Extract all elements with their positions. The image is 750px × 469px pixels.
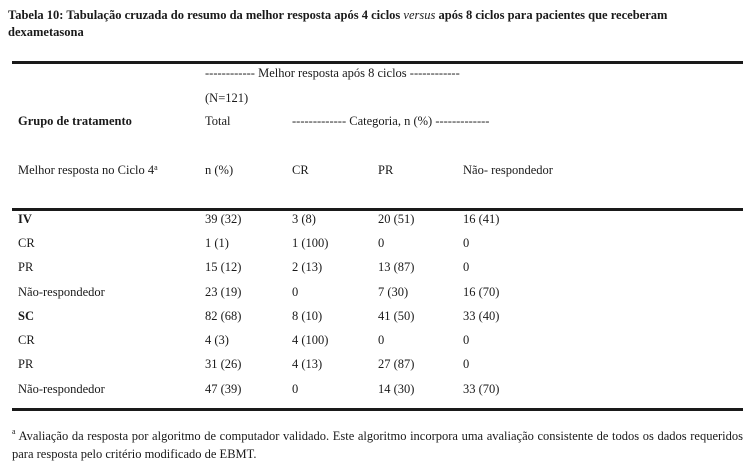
row-label: Não-respondedor xyxy=(18,382,105,396)
row-pr: 27 (87) xyxy=(378,357,415,371)
title-part2: após 8 ciclos para pacientes que receberam dexametasona xyxy=(8,8,668,39)
row-label: IV xyxy=(18,212,32,226)
row-label: PR xyxy=(18,260,34,274)
header-row-label-text: Melhor resposta no Ciclo 4 xyxy=(18,163,155,177)
row-cr: 0 xyxy=(292,382,299,396)
footnote-text: Avaliação da resposta por algoritmo de computador validado. Este algoritmo incorpora uma avaliação consistente de todos os dados requeridos para resposta pelo critério modificado de EBMT. xyxy=(12,429,743,461)
row-label: SC xyxy=(18,309,34,323)
row-n: 31 (26) xyxy=(205,357,242,371)
header-row-label xyxy=(18,163,158,178)
title-part1: Tabela 10: Tabulação cruzada do resumo da melhor resposta após 4 ciclos xyxy=(8,8,404,22)
row-label: CR xyxy=(18,236,35,250)
row-cr: 1 (100) xyxy=(292,236,329,250)
row-nr: 0 xyxy=(463,333,470,347)
row-label: PR xyxy=(18,357,34,371)
row-cr: 3 (8) xyxy=(292,212,316,226)
header-rule xyxy=(12,208,743,211)
row-cr: 8 (10) xyxy=(292,309,323,323)
row-n: 15 (12) xyxy=(205,260,242,274)
row-pr: 41 (50) xyxy=(378,309,415,323)
row-n: 39 (32) xyxy=(205,212,242,226)
row-n: 4 (3) xyxy=(205,333,229,347)
row-nr: 0 xyxy=(463,357,470,371)
row-nr: 33 (40) xyxy=(463,309,500,323)
row-pr: 13 (87) xyxy=(378,260,415,274)
row-n: 47 (39) xyxy=(205,382,242,396)
row-label: CR xyxy=(18,333,35,347)
row-cr: 0 xyxy=(292,285,299,299)
header-total-label: Total xyxy=(205,114,231,128)
row-pr: 14 (30) xyxy=(378,382,415,396)
row-nr: 0 xyxy=(463,236,470,250)
row-label: Não-respondedor xyxy=(18,285,105,299)
table-title xyxy=(8,7,744,41)
row-nr: 0 xyxy=(463,260,470,274)
row-pr: 0 xyxy=(378,333,385,347)
header-n-total: (N=121) xyxy=(205,91,249,105)
header-span-label: ------------ Melhor resposta após 8 ciclos ------------ xyxy=(205,66,460,80)
row-nr: 16 (41) xyxy=(463,212,500,226)
header-col-n: n (%) xyxy=(205,163,234,177)
row-n: 23 (19) xyxy=(205,285,242,299)
header-col-pr: PR xyxy=(378,163,394,177)
row-pr: 0 xyxy=(378,236,385,250)
row-cr: 4 (100) xyxy=(292,333,329,347)
header-col-nr: Não- respondedor xyxy=(463,163,553,177)
row-nr: 16 (70) xyxy=(463,285,500,299)
row-cr: 2 (13) xyxy=(292,260,323,274)
bottom-rule xyxy=(12,408,743,411)
header-group-label: Grupo de tratamento xyxy=(18,114,132,128)
row-n: 82 (68) xyxy=(205,309,242,323)
footnote xyxy=(12,427,743,463)
header-row-label-sup: a xyxy=(154,163,158,172)
row-n: 1 (1) xyxy=(205,236,229,250)
row-pr: 20 (51) xyxy=(378,212,415,226)
row-pr: 7 (30) xyxy=(378,285,409,299)
title-versus: versus xyxy=(403,8,436,22)
footnote-marker: a xyxy=(12,427,16,436)
header-col-cr: CR xyxy=(292,163,309,177)
top-rule xyxy=(12,61,743,64)
row-cr: 4 (13) xyxy=(292,357,323,371)
header-category-label: ------------- Categoria, n (%) ------------- xyxy=(292,114,490,128)
row-nr: 33 (70) xyxy=(463,382,500,396)
